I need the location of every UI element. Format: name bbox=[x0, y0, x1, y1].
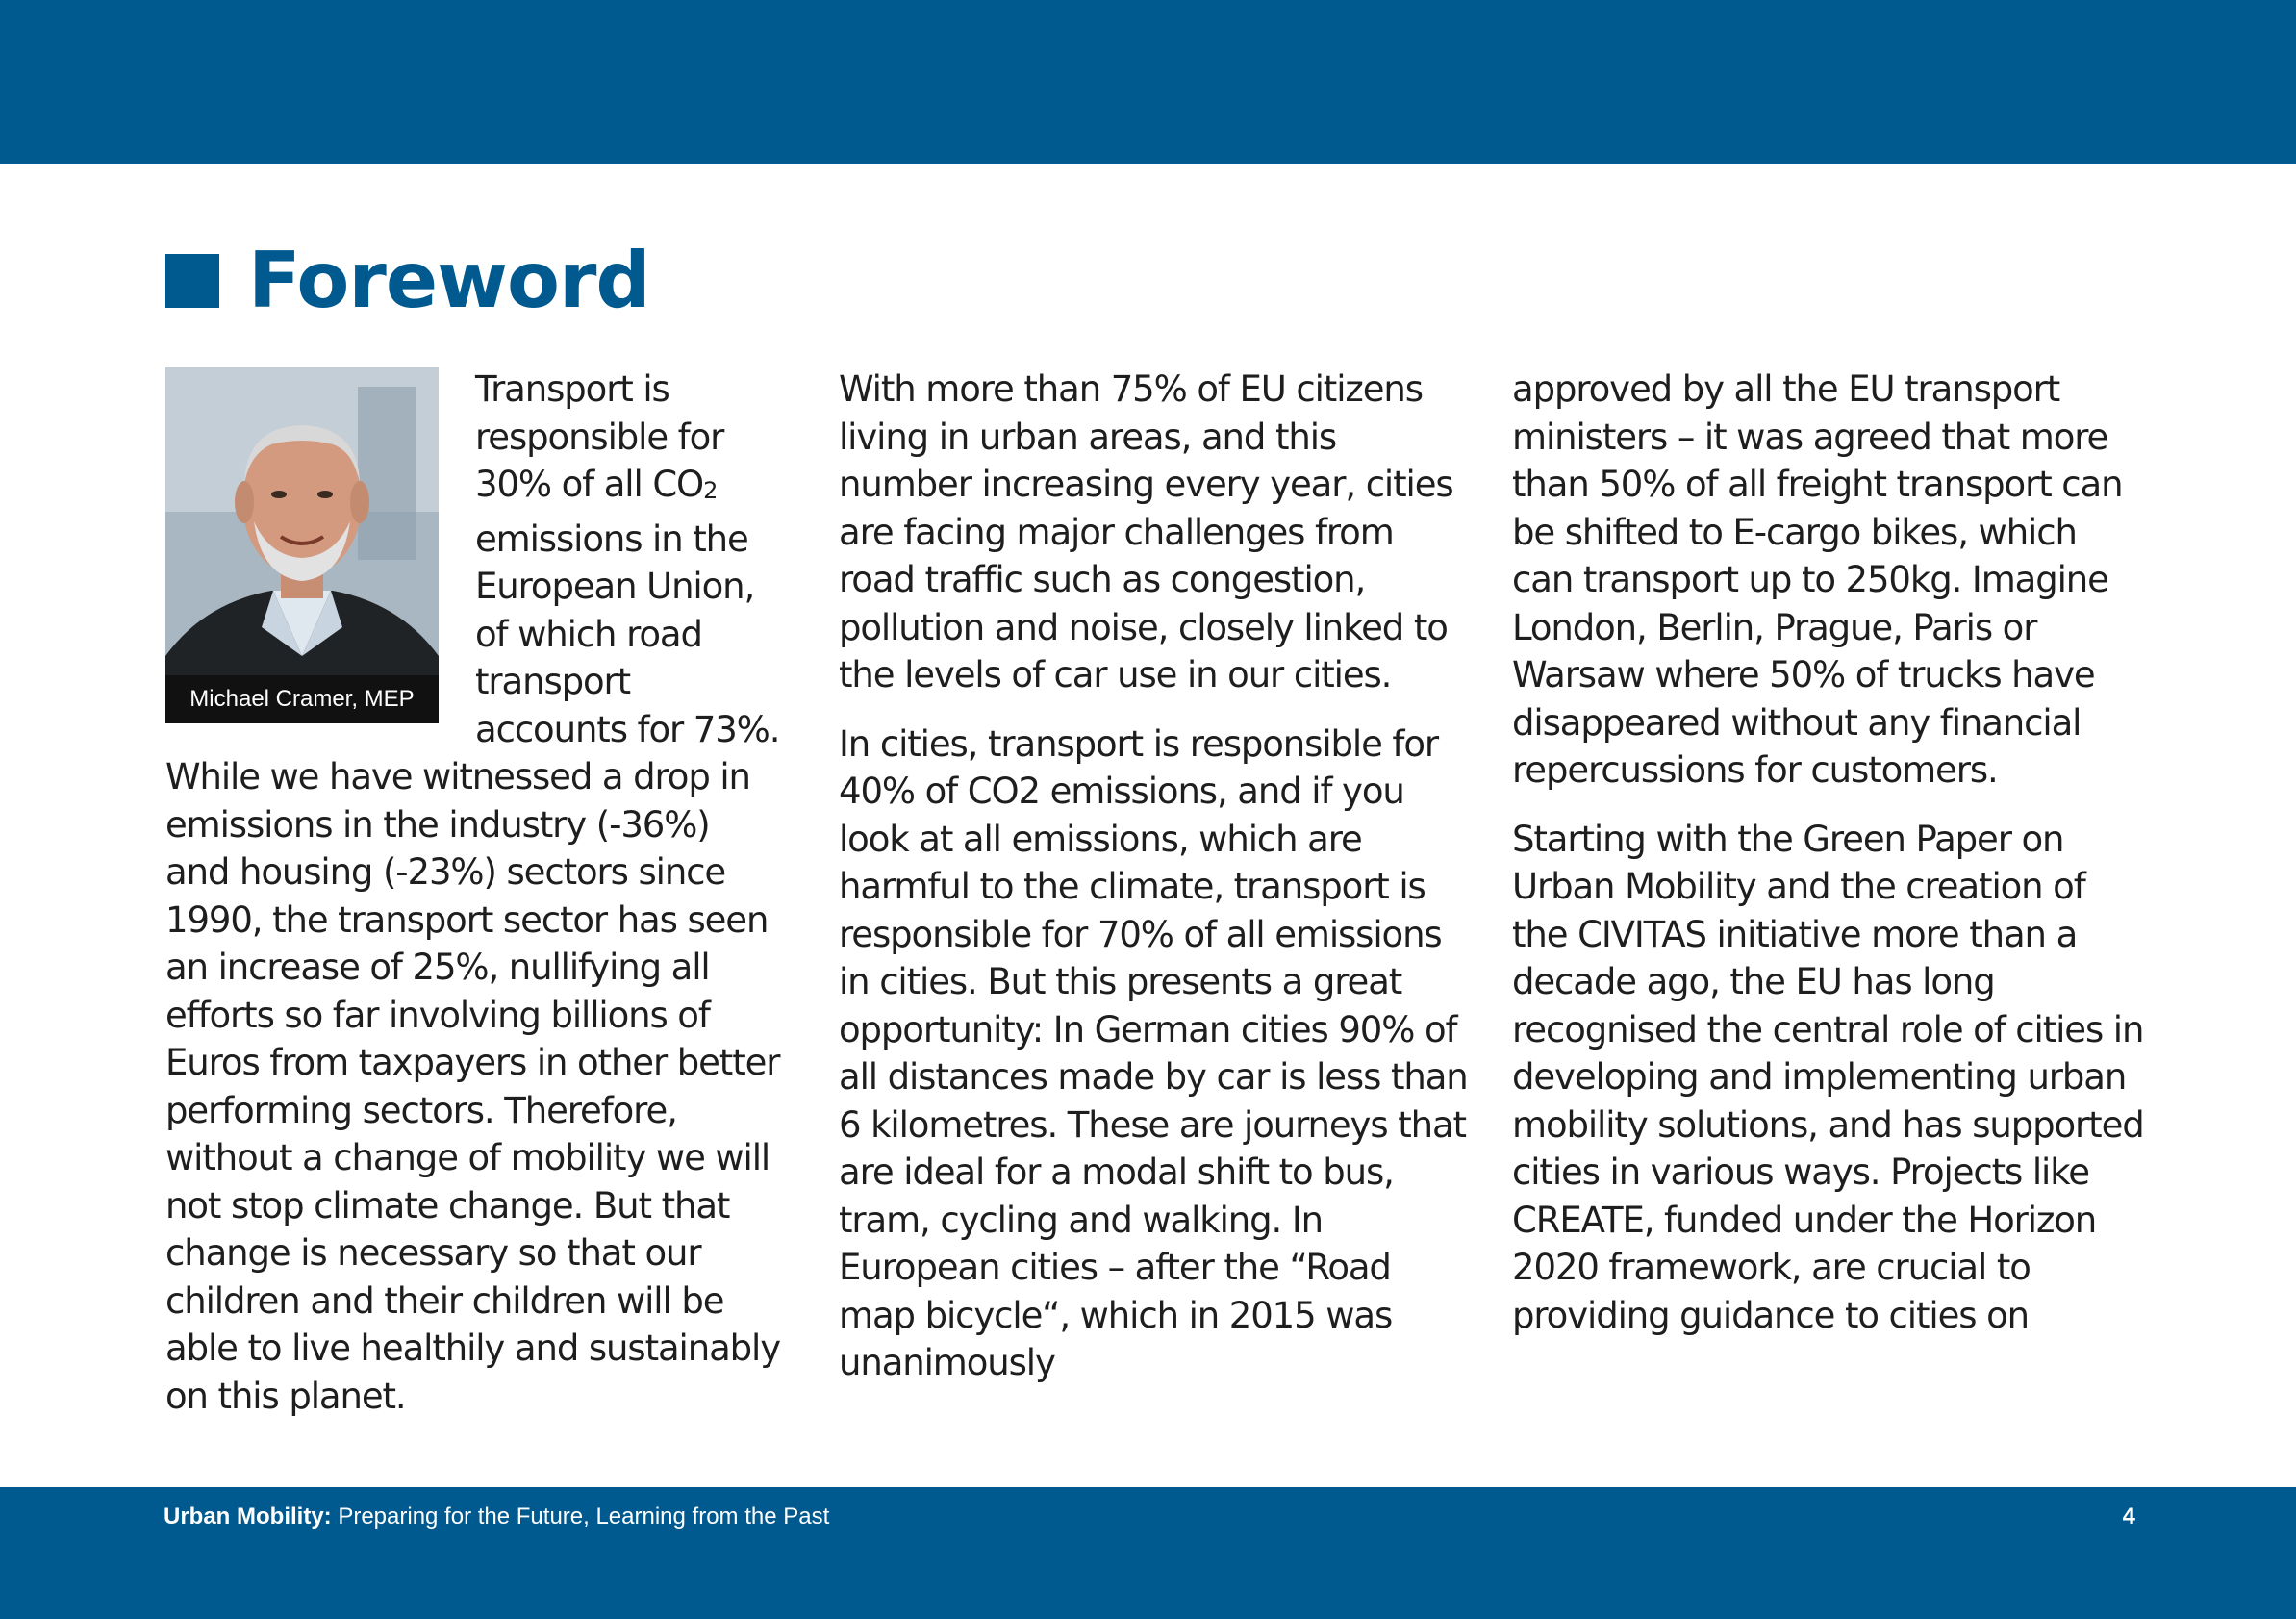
co2-text-before: Transport is responsible for 30% of all CO bbox=[475, 368, 724, 505]
page-number: 4 bbox=[2122, 1504, 2135, 1530]
heading-square-marker bbox=[165, 254, 219, 308]
column-3-paragraph-2: Starting with the Green Paper on Urban Mobility and the creation of the CIVITAS initiative more than a decade ago, the EU has long recognised the central role of cities in developing and implementing urban mobility solutions, and has supported cities in various ways. Projects like CREATE, funded under the Horizon 2020 framework, are crucial to providing guidance to cities on bbox=[1512, 818, 2144, 1336]
page-title: Foreword bbox=[248, 236, 650, 325]
top-banner bbox=[0, 0, 2296, 164]
co2-text-after: emissions in the European Union, of which road transport accounts for 73%. While we have witnessed a drop in emissions in the industry (-36%) and housing (-23%) sectors since 1990, the transport sector has seen an increase of 25%, nullifying all efforts so far involving billions of Euros from taxpayers in other better performing sectors. Therefore, without a change of mobility we will not stop climate change. But that change is necessary so that our children and their children will be able to live healthily and sustainably on this planet. bbox=[165, 518, 781, 1417]
co2-subscript: 2 bbox=[703, 477, 718, 504]
photo-wrap-spacer bbox=[165, 366, 475, 733]
photo-caption: Michael Cramer, MEP bbox=[165, 675, 439, 723]
column-2-paragraph-1: With more than 75% of EU citizens living in urban areas, and this number increasing every year, cities are facing major challenges from road traffic such as congestion, pollution and noise, closely linked to the levels of car use in our cities. bbox=[839, 368, 1453, 696]
column-3-paragraph-1: approved by all the EU transport ministers – it was agreed that more than 50% of all freight transport can be shifted to E-cargo bikes, which can transport up to 250kg. Imagine London, Berlin, Prague, Paris or Warsaw where 50% of trucks have disappeared without any financial repercussions for customers. bbox=[1512, 368, 2123, 791]
column-2-paragraph-2: In cities, transport is responsible for 40% of CO2 emissions, and if you look at all emissions, which are harmful to the climate, transport is responsible for 70% of all emissions in cities. But this presents a great opportunity: In German cities 90% of all distances made by car is less than 6 kilometres. These are journeys that are ideal for a modal shift to bus, tram, cycling and walking. In European cities – after the “Road map bicycle“, which in 2015 was unanimously bbox=[839, 722, 1468, 1383]
text-column-2 bbox=[839, 366, 1474, 1387]
footer-title-bold: Urban Mobility: bbox=[164, 1504, 332, 1530]
footer-title bbox=[164, 1504, 829, 1530]
page-heading bbox=[165, 233, 650, 329]
text-column-3 bbox=[1512, 366, 2147, 1339]
text-column-1 bbox=[165, 366, 781, 1420]
footer-title-rest: Preparing for the Future, Learning from the Past bbox=[331, 1504, 830, 1530]
